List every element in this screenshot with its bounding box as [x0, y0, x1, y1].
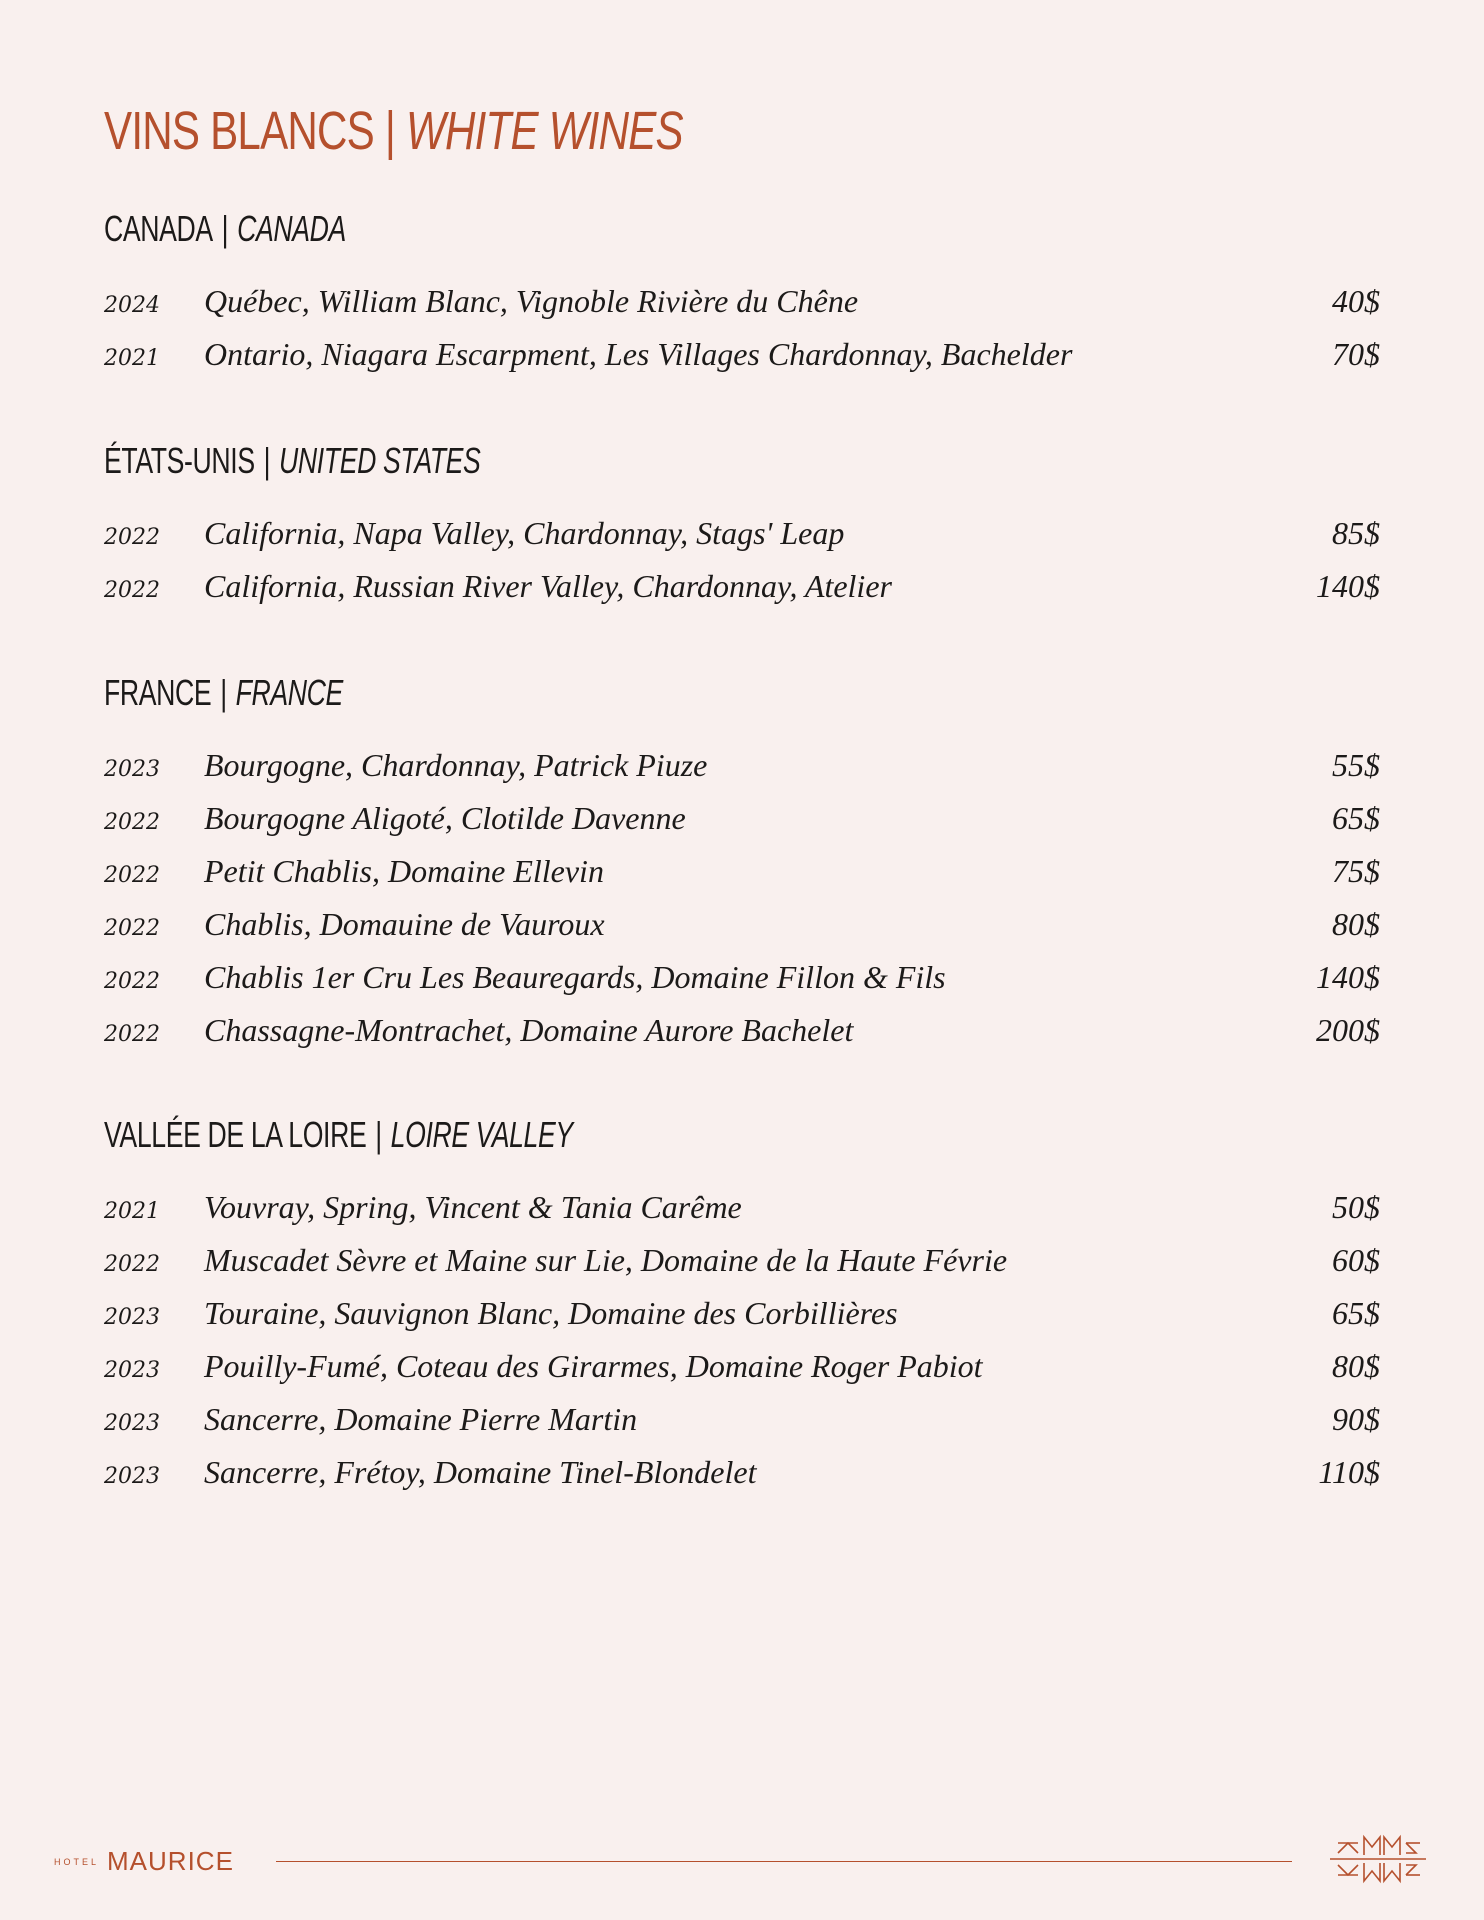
- wine-description: California, Napa Valley, Chardonnay, Stags' Leap: [204, 515, 845, 551]
- wine-description: Chassagne-Montrachet, Domaine Aurore Bachelet: [204, 1012, 854, 1048]
- wine-year: 2022: [104, 578, 160, 603]
- wine-price: 80$: [1332, 906, 1380, 942]
- wine-row: [104, 955, 1380, 1008]
- wine-price: 40$: [1332, 283, 1380, 319]
- wine-year: 2024: [104, 293, 160, 318]
- wine-price: 85$: [1332, 515, 1380, 551]
- wine-description: Sancerre, Frétoy, Domaine Tinel-Blondelet: [204, 1454, 757, 1490]
- wine-year: 2023: [104, 1464, 160, 1489]
- wine-year: 2022: [104, 525, 160, 550]
- wine-description: Sancerre, Domaine Pierre Martin: [204, 1401, 638, 1437]
- wine-year: 2022: [104, 1252, 160, 1277]
- wine-description: Vouvray, Spring, Vincent & Tania Carême: [204, 1189, 742, 1225]
- wine-price: 200$: [1316, 1012, 1380, 1048]
- wine-list: [104, 743, 1380, 1061]
- wine-row: [104, 511, 1380, 564]
- section-title: [104, 1111, 1048, 1159]
- section-title: [104, 205, 1048, 253]
- wine-price: 80$: [1332, 1348, 1380, 1384]
- footer-brand-logo: [54, 1846, 234, 1877]
- section-separator: |: [375, 1114, 382, 1155]
- brand-small-text: HOTEL: [54, 1856, 100, 1867]
- wine-year: 2022: [104, 810, 160, 835]
- section-title-fr: VALLÉE DE LA LOIRE: [104, 1114, 367, 1155]
- section-separator: |: [221, 208, 229, 249]
- wine-list: [104, 1185, 1380, 1503]
- title-separator: |: [384, 101, 396, 161]
- wine-description: Petit Chablis, Domaine Ellevin: [204, 853, 604, 889]
- wine-year: 2022: [104, 863, 160, 888]
- wine-row: [104, 1344, 1380, 1397]
- wine-price: 50$: [1332, 1189, 1380, 1225]
- wine-description: Touraine, Sauvignon Blanc, Domaine des Corbillières: [204, 1295, 898, 1331]
- hotel-maurice-monogram-icon: [1328, 1829, 1428, 1889]
- wine-description: Québec, William Blanc, Vignoble Rivière du Chêne: [204, 283, 859, 319]
- page-title-fr: VINS BLANCS: [104, 101, 374, 161]
- section-title-en: UNITED STATES: [279, 440, 481, 481]
- wine-year: 2023: [104, 757, 160, 782]
- wine-price: 65$: [1332, 800, 1380, 836]
- wine-row: [104, 279, 1380, 332]
- wine-year: 2021: [104, 346, 160, 371]
- section-title: [104, 437, 1048, 485]
- section-canada: [104, 205, 1380, 385]
- wine-row: [104, 1238, 1380, 1291]
- wine-description: Bourgogne Aligoté, Clotilde Davenne: [204, 800, 686, 836]
- wine-row: [104, 1450, 1380, 1503]
- page-title-en: WHITE WINES: [405, 101, 683, 161]
- wine-price: 140$: [1316, 959, 1380, 995]
- wine-price: 90$: [1332, 1401, 1380, 1437]
- wine-description: California, Russian River Valley, Chardonnay, Atelier: [204, 568, 892, 604]
- wine-row: [104, 332, 1380, 385]
- wine-description: Chablis 1er Cru Les Beauregards, Domaine Fillon & Fils: [204, 959, 946, 995]
- wine-list: [104, 511, 1380, 617]
- wine-row: [104, 564, 1380, 617]
- section-title-en: FRANCE: [235, 672, 343, 713]
- wine-description: Ontario, Niagara Escarpment, Les Villages Chardonnay, Bachelder: [204, 336, 1073, 372]
- footer-divider: [276, 1861, 1292, 1862]
- wine-year: 2022: [104, 1022, 160, 1047]
- wine-description: Pouilly-Fumé, Coteau des Girarmes, Domaine Roger Pabiot: [204, 1348, 983, 1384]
- section-title-fr: CANADA: [104, 208, 213, 249]
- section-title-fr: ÉTATS-UNIS: [104, 440, 255, 481]
- wine-price: 60$: [1332, 1242, 1380, 1278]
- wine-year: 2023: [104, 1358, 160, 1383]
- section-title-en: CANADA: [237, 208, 346, 249]
- wine-description: Muscadet Sèvre et Maine sur Lie, Domaine de la Haute Févrie: [204, 1242, 1008, 1278]
- wine-list: [104, 279, 1380, 385]
- wine-price: 65$: [1332, 1295, 1380, 1331]
- wine-description: Chablis, Domauine de Vauroux: [204, 906, 605, 942]
- section-united-states: [104, 437, 1380, 617]
- section-separator: |: [220, 672, 227, 713]
- wine-price: 75$: [1332, 853, 1380, 889]
- wine-row: [104, 849, 1380, 902]
- wine-row: [104, 796, 1380, 849]
- wine-year: 2023: [104, 1411, 160, 1436]
- wine-year: 2022: [104, 916, 160, 941]
- wine-price: 110$: [1318, 1454, 1380, 1490]
- section-loire-valley: [104, 1111, 1380, 1503]
- wine-year: 2021: [104, 1199, 160, 1224]
- wine-row: [104, 1291, 1380, 1344]
- section-title-en: LOIRE VALLEY: [390, 1114, 573, 1155]
- wine-price: 55$: [1332, 747, 1380, 783]
- wine-row: [104, 1185, 1380, 1238]
- wine-row: [104, 743, 1380, 796]
- section-title: [104, 669, 1048, 717]
- section-separator: |: [263, 440, 271, 481]
- brand-name: MAURICE: [107, 1846, 234, 1876]
- wine-year: 2022: [104, 969, 160, 994]
- page-title: [104, 100, 683, 162]
- wine-year: 2023: [104, 1305, 160, 1330]
- section-france: [104, 669, 1380, 1061]
- section-title-fr: FRANCE: [104, 672, 212, 713]
- wine-row: [104, 1008, 1380, 1061]
- wine-row: [104, 1397, 1380, 1450]
- wine-row: [104, 902, 1380, 955]
- wine-price: 70$: [1332, 336, 1380, 372]
- wine-price: 140$: [1316, 568, 1380, 604]
- wine-description: Bourgogne, Chardonnay, Patrick Piuze: [204, 747, 708, 783]
